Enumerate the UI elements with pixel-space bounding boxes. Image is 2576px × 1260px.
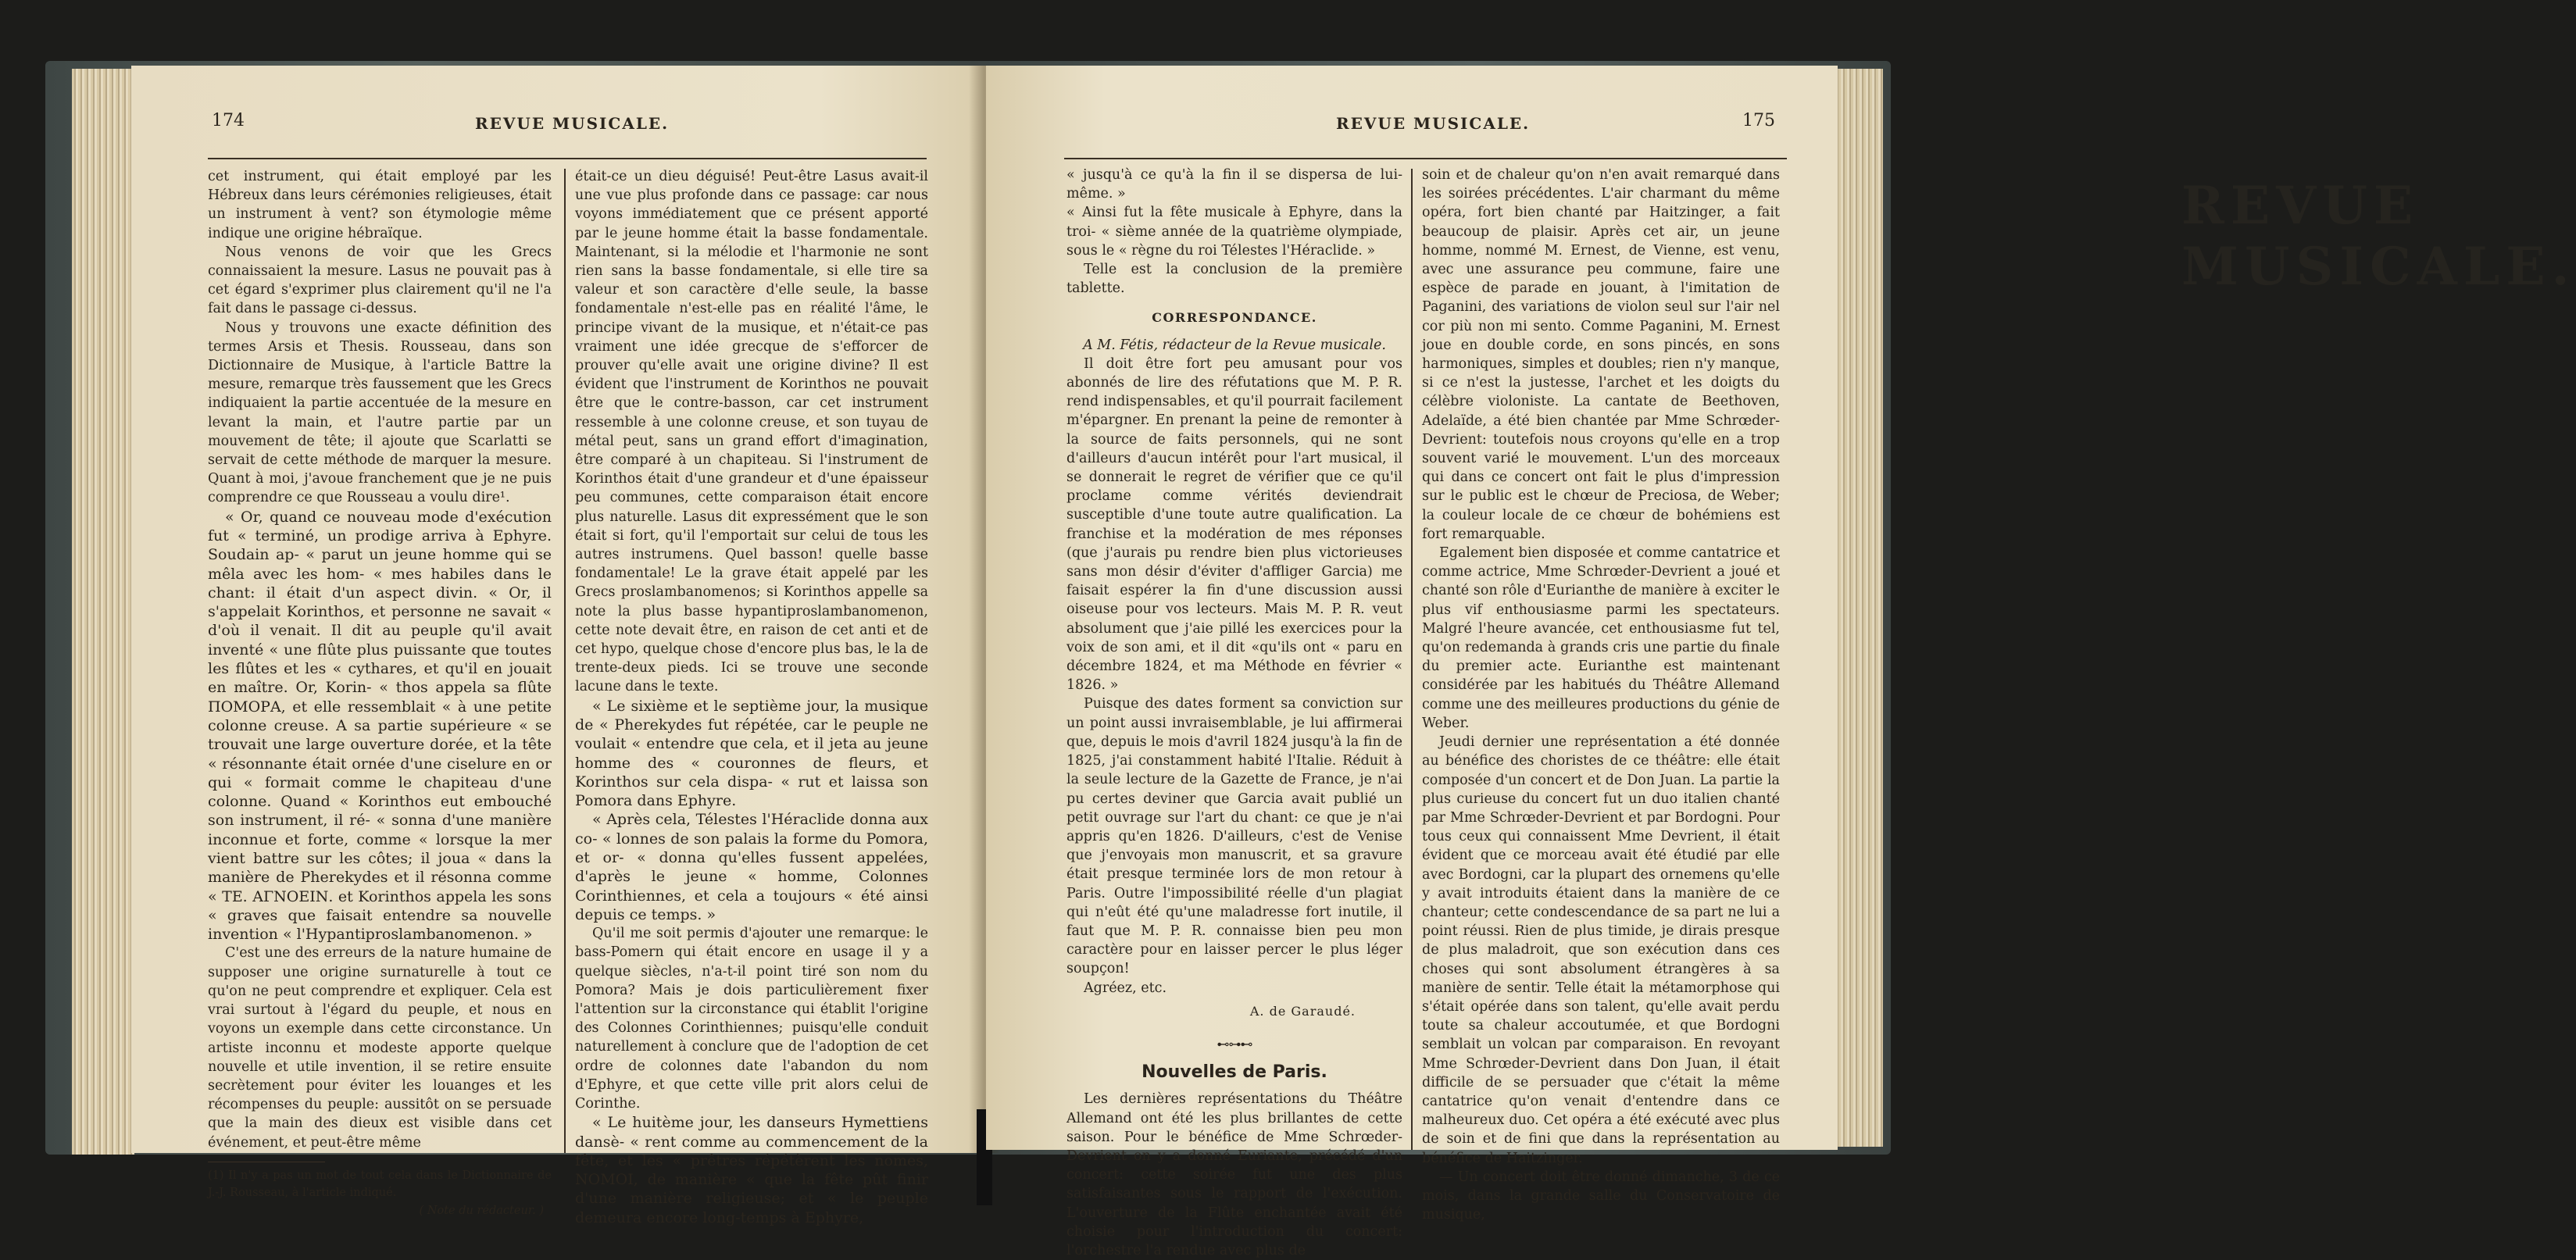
- paragraph: soin et de chaleur qu'on n'en avait remarqué dans les soirées précédentes. L'air charmant du même opéra, fort bien chanté par Haitzinger, a fait beaucoup de plaisir. Après cet air, un jeune homme, nommé M. Ernest, de Vienne, est venu, avec une assurance peu commune, faire une espèce de parade en jouant, à l'imitation de Paganini, des variations de violon seul sur l'air nel cor più non mi sento. Comme Paganini, M. Ernest joue en double corde, en sons pincés, en sons harmoniques, simples et doubles; rien n'y manque, si ce n'est la justesse, l'archet et les doigts du célèbre violoniste. La cantate de Beethoven, Adelaïde, a été bien chantée par Mme Schrœder-Devrient: toutefois nous croyons qu'elle en a trop souvent varié le mouvement. L'un des morceaux qui dans ce concert ont fait le plus d'impression sur le public est le chœur de Preciosa, de Weber; la couleur locale de ce chœur de bohémiens est fort remarquable.: [1422, 167, 1780, 542]
- header-rule: [1064, 158, 1787, 159]
- correspondance-heading: CORRESPONDANCE.: [1152, 310, 1317, 326]
- footnote-signature: ( Note du rédacteur. ): [419, 1204, 544, 1217]
- correspondance-address: A M. Fétis, rédacteur de la Revue musicale.: [1083, 337, 1386, 353]
- nouvelles-heading: Nouvelles de Paris.: [1142, 1062, 1327, 1083]
- correspondance-body: [1066, 355, 1402, 998]
- page-number: 175: [1742, 111, 1775, 130]
- running-head: REVUE MUSICALE.: [1336, 114, 1531, 133]
- paragraph: — Un concert doit être donné dimanche, 3 de ce mois, dans la grande salle du Conservatoire de musique,: [1422, 1169, 1780, 1223]
- running-head: REVUE MUSICALE.: [475, 114, 670, 133]
- paragraph: Nous y trouvons une exacte définition des termes Arsis et Thesis. Rousseau, dans son Dictionnaire de Musique, à l'article Battre la mesure, remarque très faussement que les Grecs indiquaient la partie accentuée de la mesure en levant la main, et l'autre partie par un mouvement de tête; il ajoute que Scarlatti se servait de cette méthode de marquer la mesure. Quant à moi, j'avoue franchement que je ne puis comprendre ce que Rousseau a voulu dire¹.: [208, 319, 552, 506]
- right-page: [986, 66, 2576, 1258]
- paragraph: Il doit être fort peu amusant pour vos abonnés de lire des réfutations que M. P. R. rend indispensables, et qu'il pourrait facilement m'épargner. En prenant la peine de remonter à la source de faits personnels, qui ne sont d'ailleurs d'aucun intérêt pour l'art musical, il se donnerait le regret de vérifier que ce qu'il proclame comme vérités deviendrait susceptible d'une toute autre qualification. La franchise et la modération de mes réponses (que j'aurais pu rendre bien plus victorieuses sans mon désir d'éviter d'affliger Garcia) me faisait espérer la fin d'une discussion aussi oiseuse pour vos lecteurs. Mais M. P. R. veut absolument que j'aie pillé les exercices pour la voix de son ami, et il dit «qu'ils ont « paru en décembre 1824, et ma Méthode en février « 1826. »: [1066, 355, 1402, 694]
- paragraph: Egalement bien disposée et comme cantatrice et comme actrice, Mme Schrœder-Devrient a joué et chanté son rôle d'Eurianthe de manière à exciter le plus vif enthousiasme parmi les spectateurs. Malgré l'heure avancée, cet enthousiasme fut tel, qu'on redemanda à grands cris une partie du finale du premier acte. Eurianthe est maintenant considérée par les habitués du Théâtre Allemand comme une des meilleures productions du génie de Weber.: [1422, 545, 1780, 731]
- page-edges-left: [72, 69, 134, 1155]
- left-col2-body: [575, 167, 928, 1227]
- paragraph: « Or, quand ce nouveau mode d'exécution fut « terminé, un prodige arriva à Ephyre. Soudain ap- « parut un jeune homme qui se mêla avec les hom- « mes habiles dans le chant: il était d'un aspect divin. « Or, il s'appelait Korinthos, et personne ne savait « d'où il venait. Il dit au peuple qu'il avait inventé « une flûte plus puissante que toutes les flûtes et les « cythares, et qu'il en jouait en maître. Or, Korin- « thos appela sa flûte ΠΟΜΟΡΑ, et elle ressemblait « à une petite colonne creuse. A sa partie supérieure « se trouvait une large ouverture dorée, et la tête « résonnante était ornée d'une ciselure en or qui « formait comme le chapiteau d'une colonne. Quand « Korinthos eut embouché son instrument, il ré- « sonna d'une manière inconnue et forte, comme « lorsque la mer vient battre sur les côtes; il joua « dans la manière de Pherekydes et il résonna comme « ΤΕ. ΑΓΝΟΕΙΝ. et Korinthos appela les sons « graves que faisait entendre sa nouvelle invention « l'Hypantiproslambanomenon. »: [208, 508, 552, 944]
- paragraph: cet instrument, qui était employé par les Hébreux dans leurs cérémonies religieuses, était un instrument à vent? son étymologie même indique une origine hébraïque.: [208, 169, 552, 241]
- paragraph: « Après cela, Télestes l'Héraclide donna aux co- « lonnes de son palais la forme du Pomora, et or- « donna qu'elles fussent appelées, d'après le jeune « homme, Colonnes Corinthiennes, et cela a toujours « été ainsi depuis ce temps. »: [575, 811, 928, 923]
- right-col1-opening: [1066, 166, 1402, 298]
- column-divider: [564, 169, 566, 1153]
- right-column-1: [1066, 166, 1402, 1260]
- right-col2-body: [1422, 166, 1780, 1224]
- letter-signature: A. de Garaudé.: [1249, 1003, 1356, 1019]
- nouvelles-body: [1066, 1090, 1402, 1260]
- left-page: [131, 66, 991, 1226]
- left-col1-body: [208, 167, 552, 1152]
- page-number: 174: [212, 111, 245, 130]
- footnote: (1) Il n'y a pas un mot de tout cela dans le Dictionnaire de J.-J. Rousseau, à l'article indiqué.: [208, 1169, 552, 1199]
- right-column-2: [1422, 166, 1780, 1224]
- left-column-2: [575, 167, 928, 1227]
- paragraph: C'est une des erreurs de la nature humaine de supposer une origine surnaturelle à tout ce qu'on ne peut comprendre et expliquer. Cela est vrai surtout à l'égard du peuple, et nous en voyons un exemple dans cette circonstance. Un artiste inconnu et modeste apporte quelque nouvelle et utile invention, il se retire ensuite secrètement pour éviter les louanges et les récompenses du peuple: aussitôt on se persuade que la main des dieux est visible dans cet événement, et peut-être même: [208, 945, 552, 1151]
- section-ornament: ⊷⊶⊷: [1217, 1036, 1252, 1051]
- paragraph: « jusqu'à ce qu'à la fin il se dispersa de lui-même. »: [1066, 167, 1402, 202]
- header-rule: [208, 158, 927, 159]
- paragraph: « Le sixième et le septième jour, la musique de « Pherekydes fut répétée, car le peuple ne voulait « entendre que cela, et il jeta au jeune homme des « couronnes de fleurs, et Korinthos sur cela dispa- « rut et laissa son Pomora dans Ephyre.: [575, 697, 928, 810]
- paragraph: était-ce un dieu déguisé! Peut-être Lasus avait-il une vue plus profonde dans ce passage: car nous voyons immédiatement que ce présent apporté par le jeune homme était la basse fondamentale. Maintenant, si la mélodie et l'harmonie ne sont rien sans la basse fondamentale, si elle tire sa valeur et son caractère d'elle seule, la basse fondamentale n'est-elle pas en réalité l'âme, le principe vivant de la musique, et n'était-ce pas vraiment une idée grecque de s'efforcer de prouver qu'elle avait une origine divine? Il est évident que l'instrument de Korinthos ne pouvait être que le contre-basson, car cet instrument ressemble à une colonne creuse, et son tuyau de métal peut, sans un grand effort d'imagination, être comparé à un chapiteau. Si l'instrument de Korinthos était d'une grandeur et d'une épaisseur peu communes, cette comparaison était encore plus naturelle. Lasus dit expressément que le son était si fort, qu'il l'emportait sur celui de tous les autres instrumens. Quel basson! quelle basse fondamentale! Le la grave était appelé par les Grecs proslambanomenos; si Korinthos appelle sa note la plus basse hypantiproslambanomenon, cette note devait être, en raison de cet anti et de cet hypo, quelque chose d'encore plus bas, le la de trente-deux pieds. Ici se trouve une seconde lacune dans le texte.: [575, 169, 928, 695]
- bleed-through-text: REVUE MUSICALE.: [2181, 175, 2576, 297]
- paragraph: Les dernières représentations du Théâtre Allemand ont été les plus brillantes de cette saison. Pour le bénéfice de Mme Schrœder-Devrient on y a donné Euriante, précédé d'un concert: cette soirée fut une des plus satisfaisantes sous le rapport de l'exécution. L'ouverture de la Flûte enchantée avait été choisie pour l'introduction du concert: l'orchestre l'a rendue avec plus de: [1066, 1091, 1402, 1258]
- paragraph: Telle est la conclusion de la première tablette.: [1066, 262, 1402, 297]
- left-column-1: [208, 167, 552, 1220]
- paragraph: Agréez, etc.: [1084, 980, 1167, 996]
- paragraph: « Le huitème jour, les danseurs Hymettiens dansè- « rent comme au commencement de la fête, et les « prêtres répétèrent les nomes, ΝΟΜΟΙ, de manière « que la fête pût finir d'une manière religieuse; et « le peuple demeura encore long-temps à Ephyre,: [575, 1114, 928, 1226]
- paragraph: Qu'il me soit permis d'ajouter une remarque: le bass-Pomern qui était encore en usage il y a quelque siècles, n'a-t-il point tiré son nom du Pomora? Mais je dois particulièrement fixer l'attention sur la circonstance qui établit l'origine des Colonnes Corinthiennes; puisqu'elle conduit naturellement à conclure que de l'adoption de cet ordre de colonnes date l'abandon du nom d'Ephyre, et que cette ville prit alors celui de Corinthe.: [575, 926, 928, 1112]
- paragraph: Nous venons de voir que les Grecs connaissaient la mesure. Lasus ne pouvait pas à cet égard s'exprimer plus clairement qu'il ne l'a fait dans le passage ci-dessus.: [208, 244, 552, 317]
- paragraph: Jeudi dernier une représentation a été donnée au bénéfice des choristes de ce théâtre: elle était composée d'un concert et de Don Juan. La partie la plus curieuse du concert fut un duo italien chanté par Mme Schrœder-Devrient et par Bordogni. Pour tous ceux qui connaissent Mme Devrient, il était évident que ce morceau avait été étudié par elle avec Bordogni, car la plupart des ornemens qu'elle y avait introduits étaient dans la manière de ce chanteur; cette condescendance de sa part ne lui a point réussi. Rien de plus timide, je dirais presque de plus maladroit, que son exécution dans ces choses qui sont absolument étrangères à sa manière de sentir. Telle était la métamorphose qui s'était opérée dans son talent, qu'elle avait perdu toute sa chaleur accoutumée, et que Bordogni semblait un volcan par comparaison. En revoyant Mme Schrœder-Devrient dans Don Juan, il était difficile de se persuader que c'était la même cantatrice qu'on venait d'entendre dans ce malheureux duo. Cet opéra a été exécuté avec plus de soin et de fini que dans la représentation au bénéfice de Haitzinger.: [1422, 734, 1780, 1166]
- paragraph: Puisque des dates forment sa conviction sur un point aussi invraisemblable, je lui affirmerai que, depuis le mois d'avril 1824 jusqu'à la fin de 1825, j'ai constamment habité l'Italie. Réduit à la seule lecture de la Gazette de France, je n'ai pu certes deviner que Garcia avait publié un petit ouvrage sur l'art du chant: ce que je n'ai appris qu'en 1826. D'ailleurs, c'est de Venise que j'envoyais mon manuscrit, et sa gravure était presque terminée lors de mon retour à Paris. Outre l'impossibilité réelle d'un plagiat qui n'eût été qu'une maladresse fort inutile, il faut que M. P. R. connaisse bien peu mon caractère pour en laisser percer le plus léger soupçon!: [1066, 696, 1402, 977]
- column-divider: [1411, 169, 1413, 1150]
- paragraph: « Ainsi fut la fête musicale à Ephyre, dans la troi- « sième année de la quatrième olympiade, sous le « règne du roi Télestes l'Héraclide. »: [1066, 205, 1402, 259]
